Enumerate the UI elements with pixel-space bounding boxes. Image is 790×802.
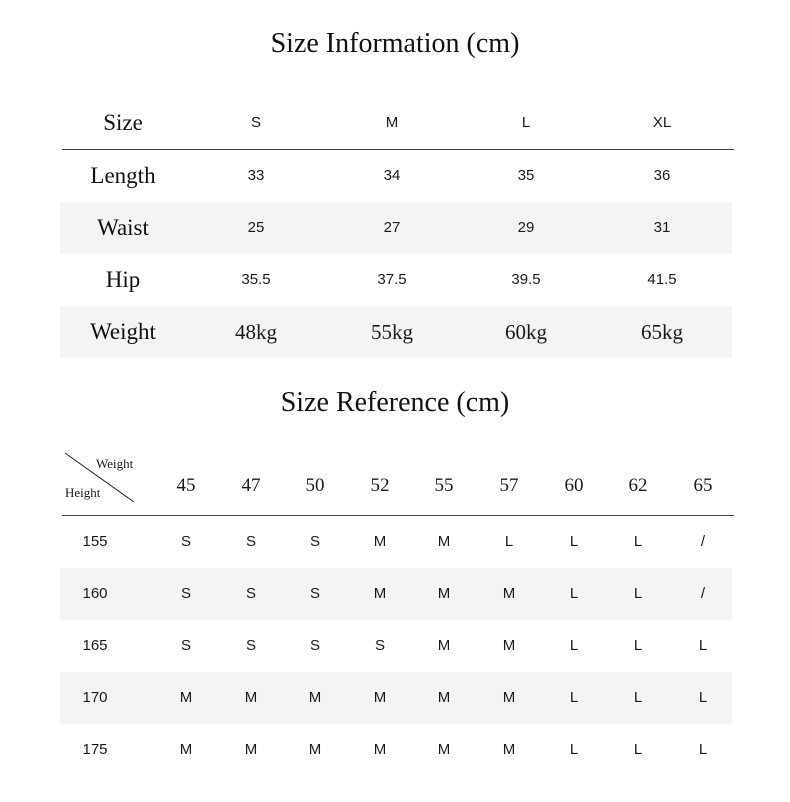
- table-cell: S: [180, 533, 191, 550]
- height-cell: 170: [82, 689, 108, 706]
- table-cell: M: [437, 585, 451, 602]
- table-cell: M: [437, 689, 451, 706]
- table-cell: M: [373, 741, 387, 758]
- weight-header-cell: 50: [305, 475, 325, 496]
- weight-header-cell: 52: [370, 475, 390, 496]
- corner-height-label: Height: [65, 485, 101, 500]
- size-header-s: S: [250, 114, 261, 131]
- table-cell: L: [698, 689, 708, 706]
- table-cell: M: [437, 741, 451, 758]
- weight-header-cell: 65: [693, 475, 713, 496]
- weight-header-cell: 55: [434, 475, 454, 496]
- table-cell: 36: [653, 167, 671, 184]
- weight-header-cell: 57: [499, 475, 519, 496]
- table-cell: 37.5: [377, 271, 407, 288]
- table-cell: M: [244, 689, 258, 706]
- weight-header-cell: 47: [241, 475, 261, 496]
- table-cell: M: [308, 741, 322, 758]
- header-divider: [62, 149, 734, 150]
- height-cell: 175: [82, 741, 108, 758]
- table-cell: L: [633, 741, 643, 758]
- table-cell: S: [245, 637, 256, 654]
- table-cell: L: [569, 637, 579, 654]
- table-cell: M: [179, 741, 193, 758]
- table-cell: 34: [383, 167, 401, 184]
- table-cell: M: [437, 533, 451, 550]
- size-row-weight: [60, 306, 732, 358]
- table-cell: S: [180, 585, 191, 602]
- table-cell: M: [502, 585, 516, 602]
- weight-header-row: [60, 460, 732, 512]
- size-reference-title: Size Reference (cm): [280, 387, 510, 418]
- table-cell: L: [633, 689, 643, 706]
- size-row-waist: [60, 202, 732, 254]
- size-information-title: Size Information (cm): [270, 28, 520, 59]
- row-label-waist: Waist: [97, 215, 149, 240]
- table-cell: S: [309, 637, 320, 654]
- weight-header-cell: 45: [176, 475, 196, 496]
- table-cell: 55kg: [371, 320, 413, 344]
- table-cell: 60kg: [505, 320, 547, 344]
- table-cell: M: [179, 689, 193, 706]
- table-cell: M: [502, 689, 516, 706]
- table-cell: S: [309, 585, 320, 602]
- table-cell: L: [633, 533, 643, 550]
- table-cell: 31: [653, 219, 671, 236]
- table-cell: 25: [247, 219, 265, 236]
- table-cell: 27: [383, 219, 401, 236]
- table-cell: M: [502, 637, 516, 654]
- size-header-label: Size: [103, 110, 143, 135]
- table-cell: 33: [247, 167, 265, 184]
- table-cell: S: [245, 585, 256, 602]
- table-row: [60, 672, 732, 724]
- table-cell: S: [309, 533, 320, 550]
- table-cell: L: [569, 533, 579, 550]
- table-cell: 65kg: [641, 320, 683, 344]
- table-cell: L: [569, 689, 579, 706]
- table-cell: L: [633, 585, 643, 602]
- table-cell: L: [504, 533, 514, 550]
- table-row: [60, 724, 732, 776]
- table-cell: L: [698, 637, 708, 654]
- table-cell: L: [569, 741, 579, 758]
- table-cell: L: [569, 585, 579, 602]
- table-cell: 48kg: [235, 320, 277, 344]
- table-cell: 35: [517, 167, 535, 184]
- table-cell: L: [698, 741, 708, 758]
- size-header-xl: XL: [652, 114, 672, 131]
- row-label-hip: Hip: [105, 267, 141, 292]
- height-cell: 155: [82, 533, 108, 550]
- height-cell: 160: [82, 585, 108, 602]
- table-row: [60, 516, 732, 568]
- table-cell: 29: [517, 219, 535, 236]
- table-cell: M: [437, 637, 451, 654]
- table-row: [60, 620, 732, 672]
- corner-weight-label: Weight: [96, 456, 134, 471]
- table-cell: M: [373, 689, 387, 706]
- table-row: [60, 568, 732, 620]
- weight-header-cell: 60: [564, 475, 584, 496]
- table-cell: S: [245, 533, 256, 550]
- row-label-weight: Weight: [90, 319, 156, 344]
- table-cell: /: [700, 533, 706, 550]
- table-cell: L: [633, 637, 643, 654]
- row-label-length: Length: [90, 163, 156, 188]
- table-cell: 35.5: [241, 271, 271, 288]
- table-cell: M: [502, 741, 516, 758]
- height-cell: 165: [82, 637, 108, 654]
- table-cell: S: [180, 637, 191, 654]
- size-row-hip: [60, 254, 732, 306]
- table-cell: M: [373, 533, 387, 550]
- table-cell: 41.5: [647, 271, 677, 288]
- weight-header-cell: 62: [628, 475, 648, 496]
- size-row-length: [60, 150, 732, 202]
- size-header-m: M: [385, 114, 399, 131]
- table-cell: S: [374, 637, 385, 654]
- table-cell: M: [244, 741, 258, 758]
- table-cell: M: [308, 689, 322, 706]
- size-header-row: [60, 97, 732, 149]
- reference-header-divider: [62, 515, 734, 516]
- table-cell: /: [700, 585, 706, 602]
- table-cell: 39.5: [511, 271, 541, 288]
- table-cell: M: [373, 585, 387, 602]
- size-header-l: L: [521, 114, 531, 131]
